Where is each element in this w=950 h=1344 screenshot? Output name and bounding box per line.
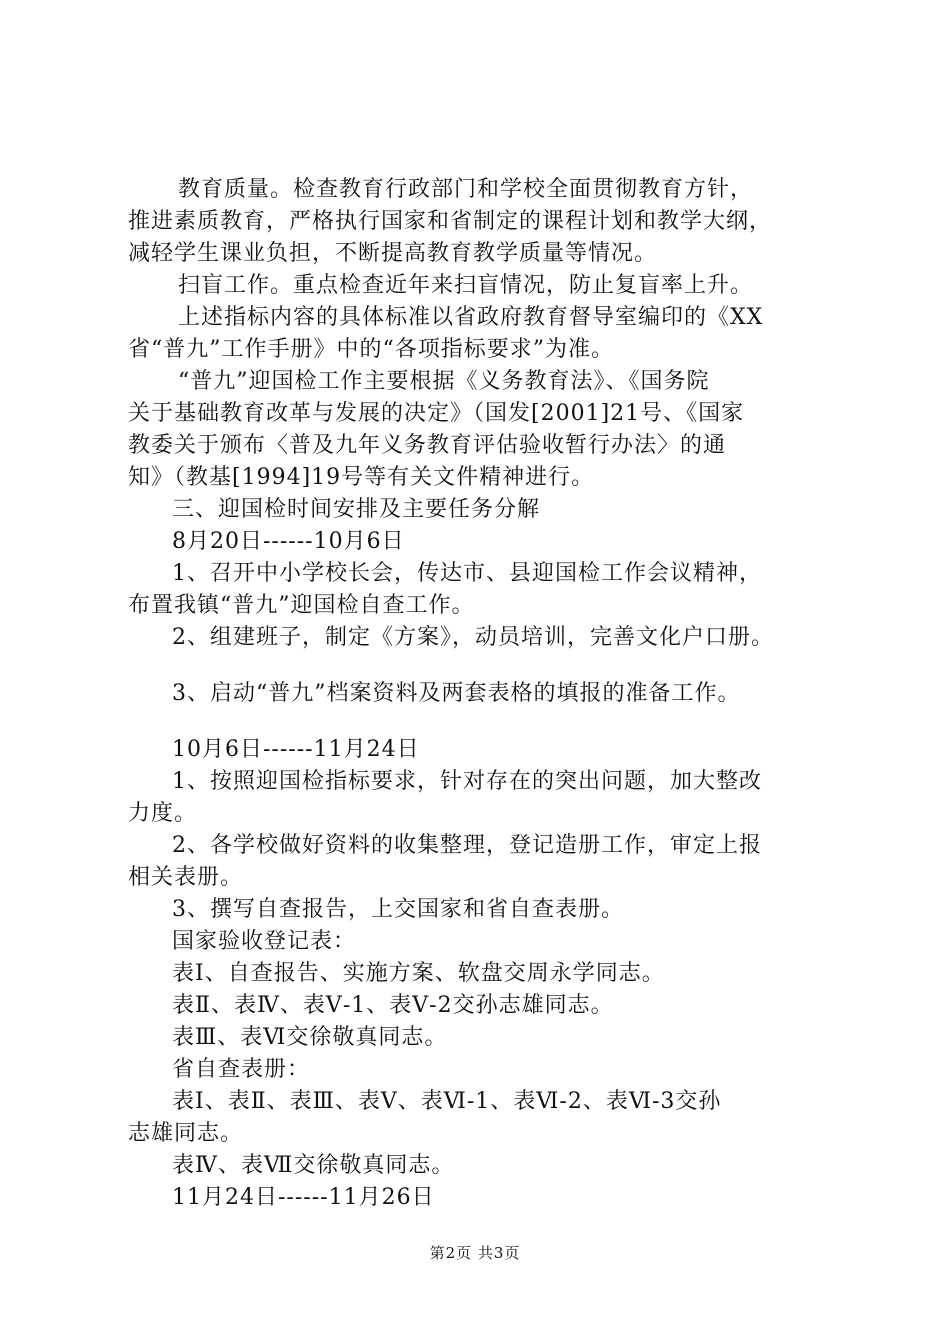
paragraph-legal-basis <box>128 366 848 494</box>
text-line: 表Ⅰ、表Ⅱ、表Ⅲ、表Ⅴ、表Ⅵ-1、表Ⅵ-2、表Ⅵ-3交孙 <box>172 1089 722 1114</box>
blank-line <box>128 654 848 678</box>
list-item: 表Ⅳ、表Ⅶ交徐敬真同志。 <box>172 1153 455 1178</box>
text-line: 知》（教基[1994]19号等有关文件精神进行。 <box>128 465 595 490</box>
text-line: 省“普九”工作手册》中的“各项指标要求”为准。 <box>128 337 614 362</box>
text-line: 1、召开中小学校长会，传达市、县迎国检工作会议精神， <box>172 561 762 586</box>
document-body <box>128 174 848 1214</box>
blank-line <box>128 710 848 734</box>
subsection-heading: 省自查表册： <box>172 1057 311 1082</box>
section-heading: 三、迎国检时间安排及主要任务分解 <box>172 497 541 522</box>
list-item <box>128 1086 848 1150</box>
text-line: 布置我镇“普九”迎国检自查工作。 <box>128 593 475 618</box>
text-line: 力度。 <box>128 801 198 826</box>
list-item <box>128 766 848 830</box>
text-line: 志雄同志。 <box>128 1121 244 1146</box>
text-line: 关于基础教育改革与发展的决定》（国发[2001]21号、《国家 <box>128 401 745 426</box>
text-line: 教育质量。检查教育行政部门和学校全面贯彻教育方针， <box>178 177 754 202</box>
subsection-heading: 国家验收登记表： <box>172 929 357 954</box>
date-range-heading: 11月24日------11月26日 <box>172 1185 435 1210</box>
text-line: 1、按照迎国检指标要求，针对存在的突出问题，加大整改 <box>172 769 762 794</box>
text-line: 教委关于颁布〈普及九年义务教育评估验收暂行办法〉的通 <box>128 433 727 458</box>
list-item: 3、撰写自查报告，上交国家和省自查表册。 <box>172 897 624 922</box>
date-range-heading: 8月20日------10月6日 <box>172 529 405 554</box>
list-item <box>128 830 848 894</box>
text-line: “普九”迎国检工作主要根据《义务教育法》、《国务院 <box>178 369 710 394</box>
paragraph-education-quality <box>128 174 848 270</box>
list-item: 3、启动“普九”档案资料及两套表格的填报的准备工作。 <box>172 681 741 706</box>
text-line: 2、各学校做好资料的收集整理，登记造册工作，审定上报 <box>172 833 762 858</box>
text-line: 相关表册。 <box>128 865 244 890</box>
date-range-heading: 10月6日------11月24日 <box>172 737 420 762</box>
page-footer: 第2页 共3页 <box>429 1244 521 1262</box>
list-item: 表Ⅰ、自查报告、实施方案、软盘交周永学同志。 <box>172 961 665 986</box>
text-line: 上述指标内容的具体标准以省政府教育督导室编印的《XX <box>178 305 764 330</box>
list-item: 2、组建班子，制定《方案》，动员培训，完善文化户口册。 <box>172 625 774 650</box>
paragraph-literacy <box>128 270 848 302</box>
list-item: 表Ⅱ、表Ⅳ、表Ⅴ-1、表Ⅴ-2交孙志雄同志。 <box>172 993 614 1018</box>
text-line: 推进素质教育，严格执行国家和省制定的课程计划和教学大纲， <box>128 209 773 234</box>
paragraph-standards <box>128 302 848 366</box>
text-line: 扫盲工作。重点检查近年来扫盲情况，防止复盲率上升。 <box>178 273 754 298</box>
text-line: 减轻学生课业负担，不断提高教育教学质量等情况。 <box>128 241 658 266</box>
list-item <box>128 558 848 622</box>
list-item: 表Ⅲ、表Ⅵ交徐敬真同志。 <box>172 1025 448 1050</box>
